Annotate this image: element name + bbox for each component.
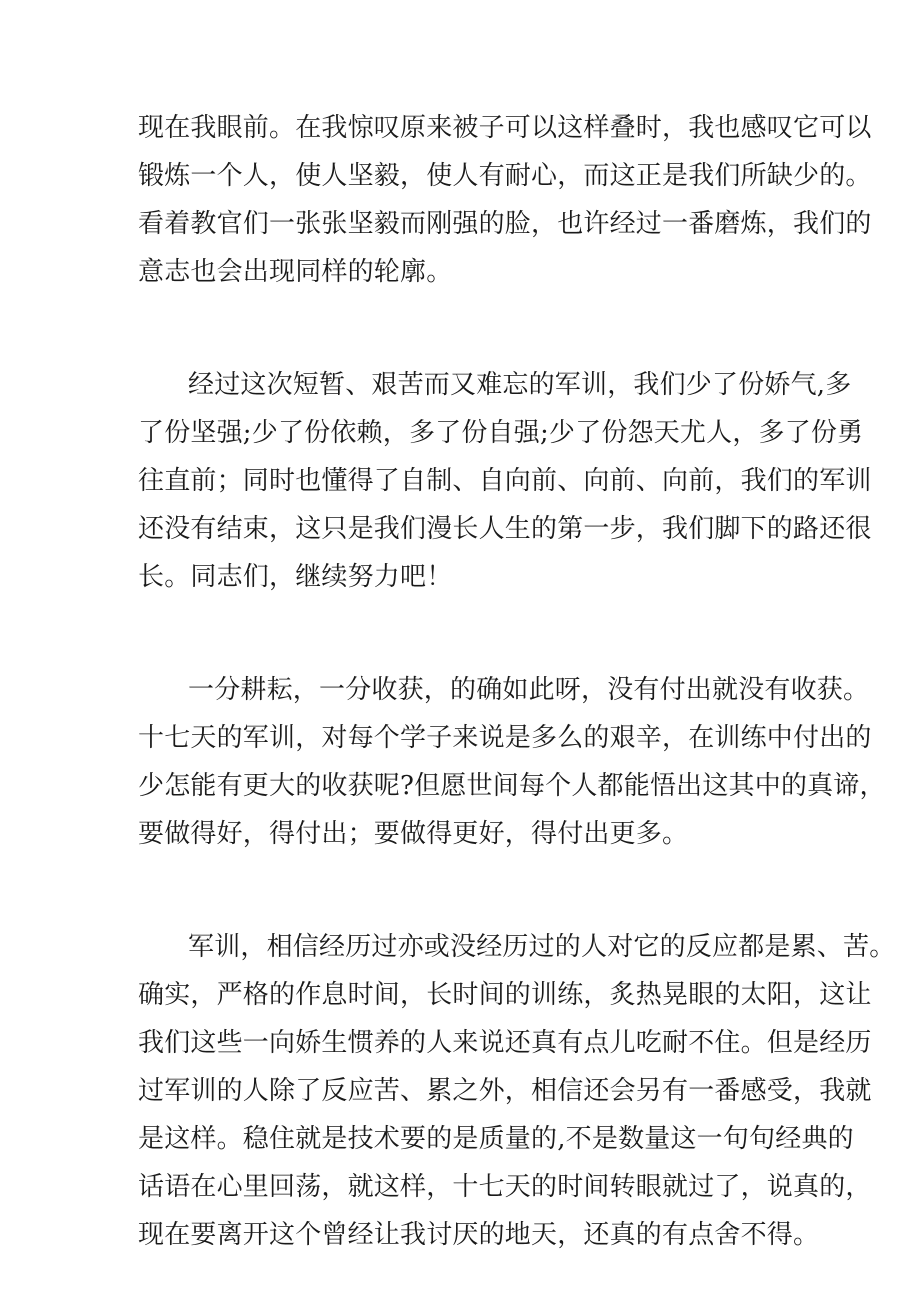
paragraph-3	[138, 666, 886, 858]
text-line: 过军训的人除了反应苦、累之外，相信还会另有一番感受，我就	[138, 1076, 872, 1106]
text-line: 经过这次短暂、艰苦而又难忘的军训，我们少了份娇气,多	[188, 370, 852, 400]
text-line: 意志也会出现同样的轮廓。	[138, 257, 453, 287]
text-line: 十七天的军训，对每个学子来说是多么的艰辛，在训练中付出的	[138, 723, 872, 753]
paragraph-spacer	[138, 858, 818, 923]
text-line: 还没有结束，这只是我们漫长人生的第一步，我们脚下的路还很	[138, 514, 872, 544]
text-line: 话语在心里回荡，就这样，十七天的时间转眼就过了，说真的，	[138, 1172, 872, 1202]
text-line: 往直前；同时也懂得了自制、自向前、向前、向前，我们的军训	[138, 466, 872, 496]
text-line: 是这样。稳住就是技术要的是质量的,不是数量这一句句经典的	[138, 1124, 854, 1154]
text-line: 确实，严格的作息时间，长时间的训练，炙热晃眼的太阳，这让	[138, 980, 872, 1010]
document-body	[138, 104, 896, 1259]
text-line: 看着教官们一张张坚毅而刚强的脸，也许经过一番磨炼，我们的	[138, 209, 872, 239]
text-line: 军训，相信经历过亦或没经历过的人对它的反应都是累、苦。	[188, 932, 896, 962]
text-line: 锻炼一个人，使人坚毅，使人有耐心，而这正是我们所缺少的。	[138, 161, 872, 191]
text-line: 要做得好，得付出；要做得更好，得付出更多。	[138, 819, 689, 849]
text-line: 少怎能有更大的收获呢?但愿世间每个人都能悟出这其中的真谛，	[138, 771, 886, 801]
text-line: 现在要离开这个曾经让我讨厌的地天，还真的有点舍不得。	[138, 1220, 820, 1250]
text-line: 了份坚强;少了份依赖，多了份自强;少了份怨天尤人，多了份勇	[138, 418, 864, 448]
text-line: 一分耕耘，一分收获，的确如此呀，没有付出就没有收获。	[188, 675, 870, 705]
text-line: 现在我眼前。在我惊叹原来被子可以这样叠时，我也感叹它可以	[138, 113, 872, 143]
text-line: 长。同志们，继续努力吧！	[138, 562, 453, 592]
paragraph-2	[138, 361, 872, 601]
paragraph-spacer	[138, 601, 818, 666]
paragraph-1	[138, 104, 872, 296]
paragraph-spacer	[138, 296, 818, 361]
paragraph-4	[138, 923, 896, 1259]
text-line: 我们这些一向娇生惯养的人来说还真有点儿吃耐不住。但是经历	[138, 1028, 872, 1058]
